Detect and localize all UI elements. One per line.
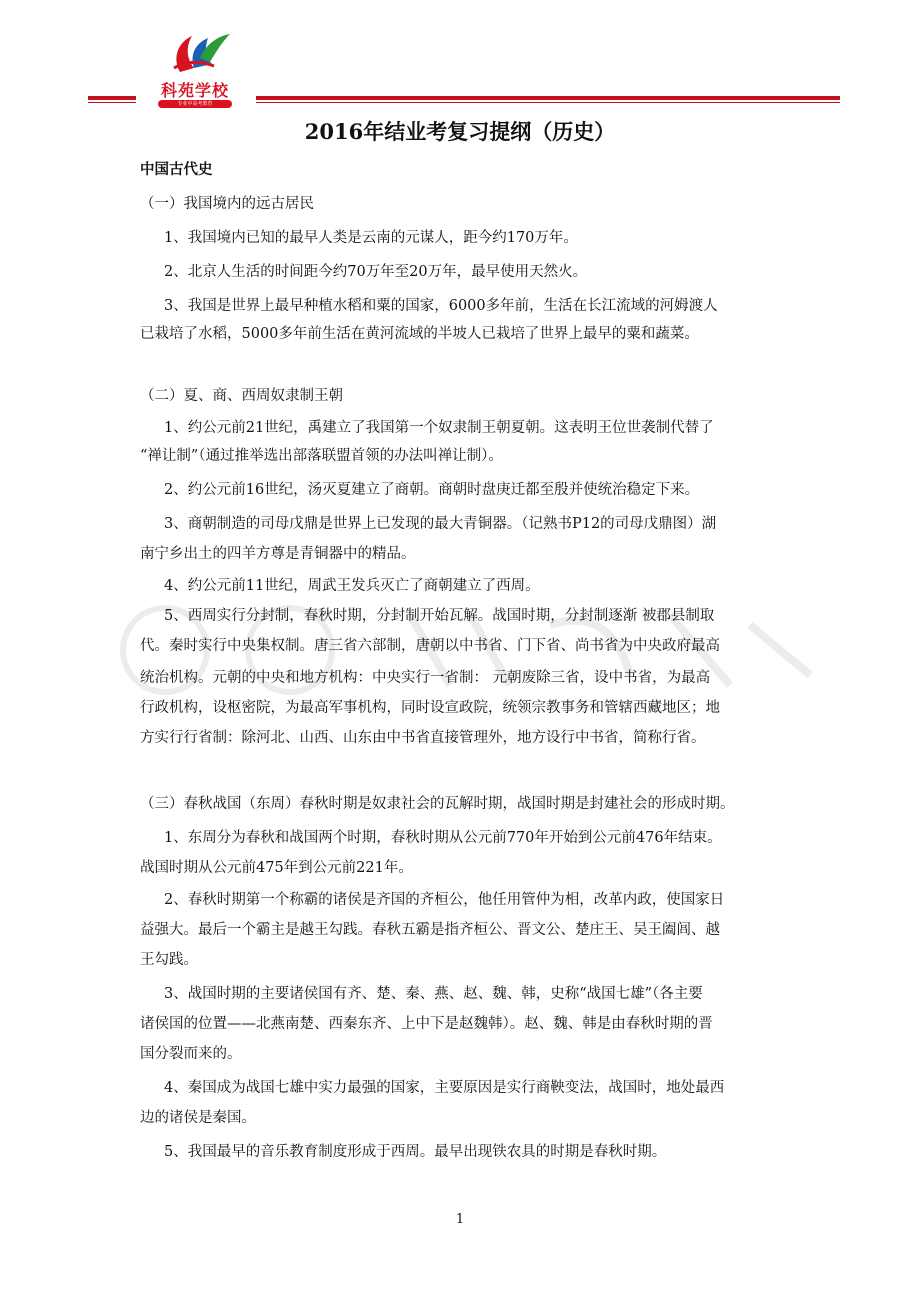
text-line: 2、春秋时期第一个称霸的诸侯是齐国的齐桓公，他任用管仲为相，改革内政，使国家日 [164,892,725,908]
text-line: 3、商朝制造的司母戊鼎是世界上已发现的最大青铜器。（记熟书P12的司母戊鼎图）湖 [164,516,717,532]
text-line: 王勾践。 [140,952,198,968]
text-line: 3、我国是世界上最早种植水稻和粟的国家，6000多年前，生活在长江流域的河姆渡人 [164,298,718,314]
text-line: 代。秦时实行中央集权制。唐三省六部制，唐朝以中书省、门下省、尚书省为中央政府最高 [140,638,720,654]
text-line: （二）夏、商、西周奴隶制王朝 [140,388,343,404]
text-line: 5、西周实行分封制，春秋时期，分封制开始瓦解。战国时期，分封制逐渐 被郡县制取 [164,608,715,624]
text-line: “禅让制”（通过推举选出部落联盟首领的办法叫禅让制）。 [140,448,503,464]
header-rule-left-thick [88,96,136,100]
text-line: 已栽培了水稻，5000多年前生活在黄河流域的半坡人已栽培了世界上最早的粟和蔬菜。 [140,326,699,342]
text-line: （三）春秋战国（东周）春秋时期是奴隶社会的瓦解时期，战国时期是封建社会的形成时期。 [140,796,735,812]
text-line: 统治机构。元朝的中央和地方机构：中央实行一省制： 元朝废除三省，设中书省，为最高 [140,670,711,686]
school-tagline: 专业中高考教育 [158,100,232,108]
text-line: 国分裂而来的。 [140,1046,242,1062]
header-rule-right-thick [256,96,840,100]
document-title: 2016年结业考复习提纲（历史） [304,119,616,144]
header-rule-right-thin [256,102,840,103]
page-number: 1 [455,1212,465,1227]
text-line: 诸侯国的位置——北燕南楚、西秦东齐、上中下是赵魏韩）。赵、魏、韩是由春秋时期的晋 [140,1016,713,1032]
page-header [0,0,920,110]
text-line: 4、约公元前11世纪，周武王发兵灭亡了商朝建立了西周。 [164,578,540,594]
text-line: 1、我国境内已知的最早人类是云南的元谋人，距今约170万年。 [164,230,578,246]
text-line: 4、秦国成为战国七雄中实力最强的国家，主要原因是实行商鞅变法，战国时，地处最西 [164,1080,725,1096]
text-line: 2、约公元前16世纪，汤灭夏建立了商朝。商朝时盘庚迁都至殷并使统治稳定下来。 [164,482,700,498]
text-line: 1、东周分为春秋和战国两个时期，春秋时期从公元前770年开始到公元前476年结束。 [164,830,722,846]
text-line: 方实行行省制：除河北、山西、山东由中书省直接管理外，地方设行中书省，简称行省。 [140,730,706,746]
school-logo [150,28,240,107]
school-logo-icon [150,28,240,78]
text-line: 边的诸侯是秦国。 [140,1110,256,1126]
header-rule-left-thin [88,102,136,103]
text-line: （一）我国境内的远古居民 [140,196,314,212]
text-line: 行政机构，设枢密院，为最高军事机构，同时设宣政院，统领宗教事务和管辖西藏地区；地 [140,700,720,716]
text-line: 5、我国最早的音乐教育制度形成于西周。最早出现铁农具的时期是春秋时期。 [164,1144,667,1160]
text-line: 战国时期从公元前475年到公元前221年。 [140,860,413,876]
school-name: 科苑学校 [160,81,229,100]
text-line: 南宁乡出土的四羊方尊是青铜器中的精品。 [140,546,416,562]
text-line: 3、战国时期的主要诸侯国有齐、楚、秦、燕、赵、魏、韩，史称“战国七雄”（各主要 [164,986,703,1002]
text-line: 益强大。最后一个霸主是越王勾践。春秋五霸是指齐桓公、晋文公、楚庄王、吴王阖闾、越 [140,922,720,938]
text-line: 1、约公元前21世纪，禹建立了我国第一个奴隶制王朝夏朝。这表明王位世袭制代替了 [164,420,714,436]
text-line: 2、北京人生活的时间距今约70万年至20万年，最早使用天然火。 [164,264,588,280]
section-heading: 中国古代史 [140,162,213,178]
